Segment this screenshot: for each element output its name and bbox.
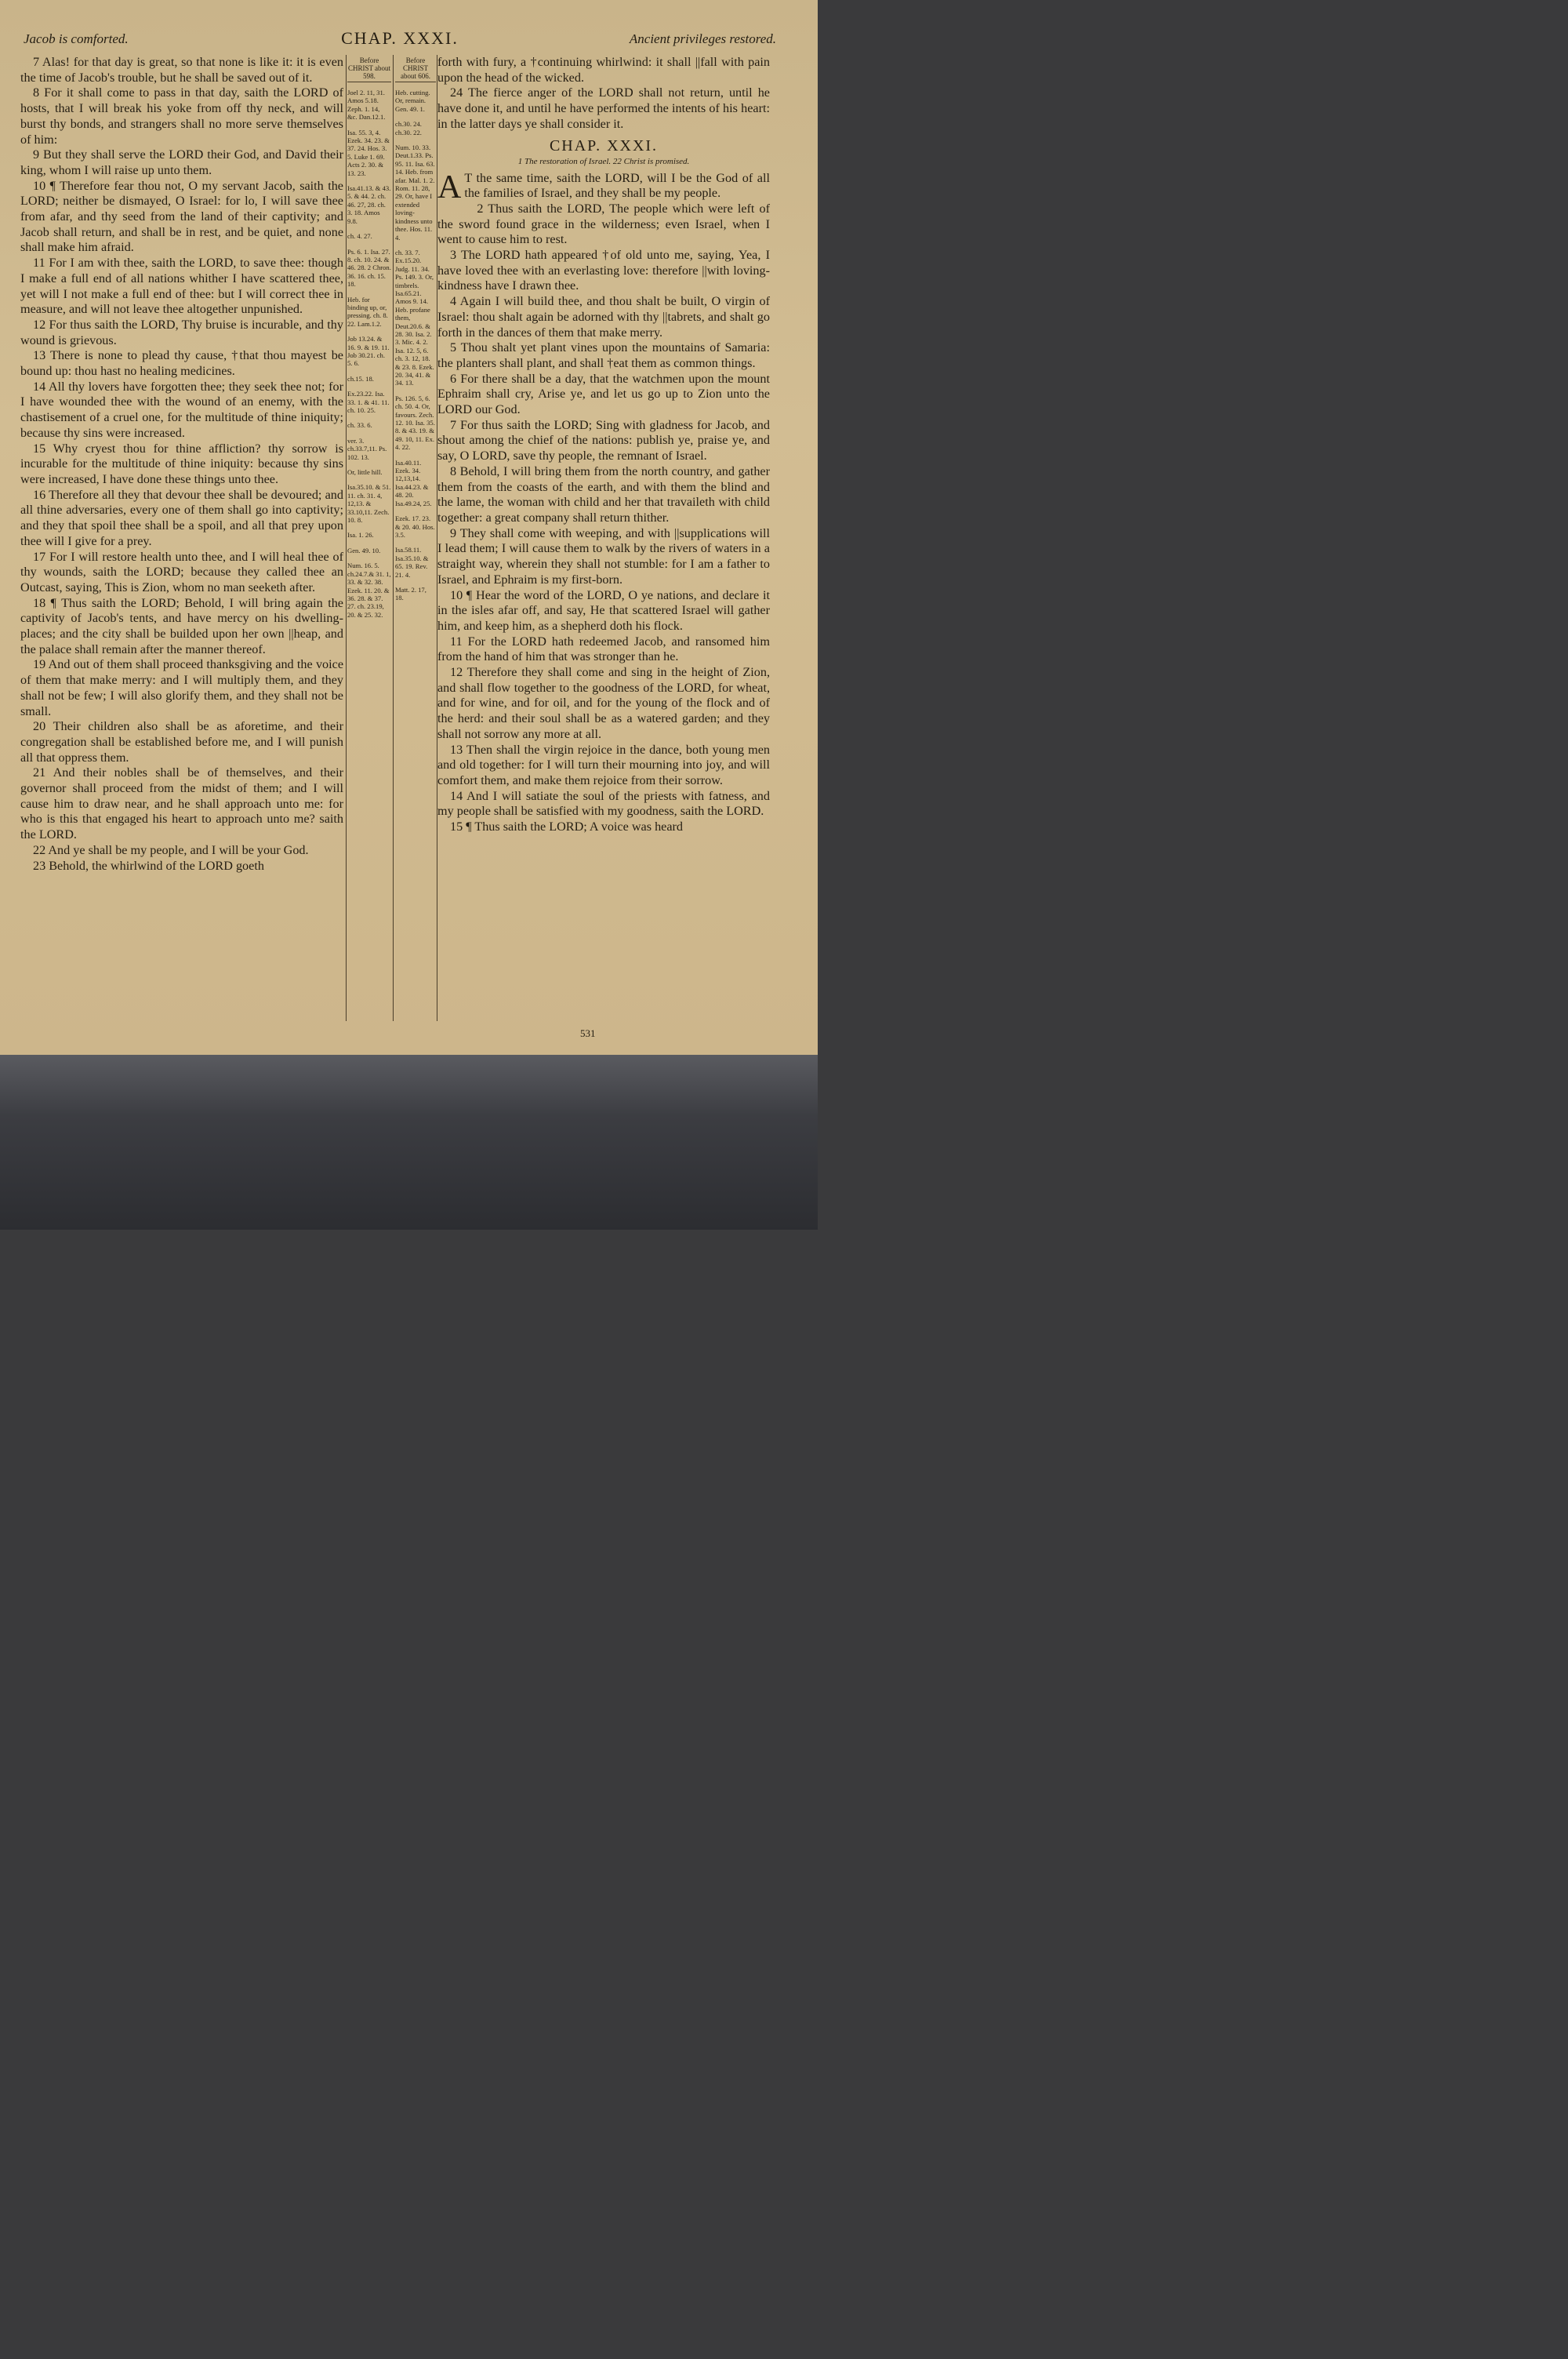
right-text-column	[437, 55, 770, 835]
background-surface	[0, 1055, 818, 1230]
marginal-note: Heb. for binding up, or, pressing. ch. 8. 22. Lam.1.2.	[347, 295, 388, 328]
verse: forth with fury, a †continuing whirlwind: it shall ||fall with pain upon the head of the wicked.	[437, 55, 770, 85]
running-head-chapter: CHAP. XXXI.	[341, 28, 459, 48]
running-head-left: Jacob is comforted.	[24, 31, 129, 46]
marginal-note: Num. 16. 5. ch.24.7.& 31. 1, 33. & 32. 38. Ezek. 11. 20. & 36. 28. & 37. 27. ch. 23.19, 20. & 25. 32.	[347, 562, 391, 619]
verse: 22 And ye shall be my people, and I will be your God.	[33, 842, 309, 857]
verse: 7 Alas! for that day is great, so that none is like it: it is even the time of Jacob's trouble, but he shall be saved out of it.	[20, 55, 343, 85]
verse: 24 The fierce anger of the LORD shall not return, until he have done it, and until he have performed the intents of his heart: in the latter days ye shall consider it.	[437, 85, 770, 131]
marginal-note: Ex.23.22. Isa. 33. 1. & 41. 11. ch. 10. 25.	[347, 390, 390, 414]
marginal-note: Num. 10. 33. Deut.1.33. Ps. 95. 11. Isa. 63. 14. Heb. from afar. Mal. 1. 2. Rom. 11. 28, 29. Or, have I extended loving-kindness unto thee. Hos. 11. 4.	[395, 144, 435, 242]
first-verse-text: T the same time, saith the LORD, will I be the God of all the families of Israel, and they shall be my people.	[464, 170, 770, 201]
column-rule	[346, 55, 347, 1021]
verse: 16 Therefore all they that devour thee shall be devoured; and all thine adversaries, every one of them shall go into captivity; and they that spoil thee shall be a spoil, and all that prey upon thee will I give for a prey.	[20, 487, 343, 548]
verse: 19 And out of them shall proceed thanksgiving and the voice of them that make merry: and I will multiply them, and they shall not be few; I will also glorify them, and they shall not be small.	[20, 657, 343, 718]
verse: 10 ¶ Hear the word of the LORD, O ye nations, and declare it in the isles afar off, and say, He that scattered Israel will gather him, and keep him, as a shepherd doth his flock.	[437, 587, 770, 633]
verse: 12 Therefore they shall come and sing in the height of Zion, and shall flow together to the goodness of the LORD, for wheat, and for wine, and for oil, and for the young of the flock and of the herd: and their soul shall be as a watered garden; and they shall not sorrow any more at all.	[437, 665, 770, 741]
marginal-note: Joel 2. 11, 31. Amos 5.18. Zeph. 1. 14, &c. Dan.12.1.	[347, 89, 386, 122]
verse: 4 Again I will build thee, and thou shalt be built, O virgin of Israel: thou shalt again be adorned with thy ||tabrets, and shalt go forth in the dances of them that make merry.	[437, 294, 770, 340]
marginal-note: Gen. 49. 10.	[347, 546, 381, 554]
first-verse	[437, 169, 770, 205]
running-head	[24, 28, 776, 52]
marginal-note: Isa. 1. 26.	[347, 531, 374, 540]
verse: 8 For it shall come to pass in that day, saith the LORD of hosts, that I will break his yoke from off thy neck, and will burst thy bonds, and strangers shall no more serve themselves of him:	[20, 85, 343, 147]
running-head-right: Ancient privileges restored.	[629, 31, 776, 46]
marginal-note: Or, little hill.	[347, 468, 383, 477]
verse: 18 ¶ Thus saith the LORD; Behold, I will bring again the captivity of Jacob's tents, and have mercy on his dwelling-places; and the city shall be builded upon her own ||heap, and the palace shall remain after the manner thereof.	[20, 595, 343, 656]
marginal-note: ch. 33. 6.	[347, 421, 372, 430]
verse: 7 For thus saith the LORD; Sing with gladness for Jacob, and shout among the chief of the nations: publish ye, praise ye, and say, O LORD, save thy people, the remnant of Israel.	[437, 417, 770, 463]
verse: 2 Thus saith the LORD, The people which were left of the sword found grace in the wilderness; even Israel, when I went to cause him to rest.	[437, 201, 770, 247]
marginal-note: ch. 33. 7. Ex.15.20. Judg. 11. 34. Ps. 149. 3. Or, timbrels. Isa.65.21. Amos 9. 14. Heb. profane them, Deut.20.6. & 28. 30. Isa. 2. 3. Mic. 4. 2. Isa. 12. 5, 6. ch. 3. 12, 18. & 23. 8. Ezek. 20. 34, 41. & 34. 13.	[395, 248, 434, 387]
before-christ-date: Before CHRIST about 598.	[347, 56, 391, 82]
marginal-note: Isa.35.10. & 51. 11. ch. 31. 4, 12,13. & 33.10,11. Zech. 10. 8.	[347, 483, 391, 525]
verse: 11 For I am with thee, saith the LORD, to save thee: though I make a full end of all nations whither I have scattered thee, yet will I not make a full end of thee: but I will correct thee in measure, and will not leave thee altogether unpunished.	[20, 256, 343, 317]
verse: 13 There is none to plead thy cause, †that thou mayest be bound up: thou hast no healing medicines.	[20, 348, 343, 379]
verse: 6 For there shall be a day, that the watchmen upon the mount Ephraim shall cry, Arise ye, and let us go up to Zion unto the LORD our God.	[437, 371, 770, 417]
verse: 10 ¶ Therefore fear thou not, O my servant Jacob, saith the LORD; neither be dismayed, O Israel: for lo, I will save thee from afar, and thy seed from the land of their captivity; and Jacob shall return, and shall be in rest, and be quiet, and none shall make him afraid.	[20, 178, 343, 255]
marginal-note: Ps. 6. 1. Isa. 27. 8. ch. 10. 24. & 46. 28. 2 Chron. 36. 16. ch. 15. 18.	[347, 247, 391, 289]
verse: 3 The LORD hath appeared †of old unto me, saying, Yea, I have loved thee with an everlasting love: therefore ||with loving-kindness have I drawn thee.	[437, 248, 770, 293]
marginal-note: Matt. 2. 17, 18.	[395, 585, 426, 602]
before-christ-date: Before CHRIST about 606.	[395, 56, 436, 82]
verse: 15 ¶ Thus saith the LORD; A voice was heard	[450, 820, 684, 834]
verse: 21 And their nobles shall be of themselves, and their governor shall proceed from the midst of them; and I will cause him to draw near, and he shall approach unto me: for who is this that engaged his heart to approach unto me? saith the LORD.	[20, 765, 343, 842]
verse: 14 All thy lovers have forgotten thee; they seek thee not; for I have wounded thee with the wound of an enemy, with the chastisement of a cruel one, for the multitude of thine iniquity; because thy sins were increased.	[20, 379, 343, 440]
verse: 11 For the LORD hath redeemed Jacob, and ransomed him from the hand of him that was stronger than he.	[437, 634, 770, 664]
marginal-note: Isa.40.11. Ezek. 34. 12,13,14. Isa.44.23. & 48. 20. Isa.49.24, 25.	[395, 458, 432, 507]
verse: 15 Why cryest thou for thine affliction? thy sorrow is incurable for the multitude of thine iniquity: because thy sins were increased, I have done these things unto thee.	[20, 441, 343, 486]
marginal-note: Ps. 126. 5, 6. ch. 50. 4. Or, favours. Zech. 12. 10. Isa. 35. 8. & 43. 19. & 49. 10, 11. Ex. 4. 22.	[395, 394, 435, 452]
column-rule	[393, 55, 394, 1021]
marginal-note: ch.15. 18.	[347, 374, 374, 383]
marginal-note: Isa.41.13. & 43. 5. & 44. 2. ch. 46. 27, 28. ch. 3. 18. Amos 9.8.	[347, 184, 391, 225]
chapter-heading: CHAP. XXXI.	[549, 136, 659, 154]
verse: 8 Behold, I will bring them from the north country, and gather them from the coasts of the earth, and with them the blind and the lame, the woman with child and her that travaileth with child together: a great company shall return thither.	[437, 463, 770, 525]
verse: 12 For thus saith the LORD, Thy bruise is incurable, and thy wound is grievous.	[20, 317, 343, 347]
marginal-note: Job 13.24. & 16. 9. & 19. 11. Job 30.21. ch. 5. 6.	[347, 335, 390, 368]
verse: 23 Behold, the whirlwind of the LORD goeth	[33, 858, 264, 873]
verse: 9 But they shall serve the LORD their God, and David their king, whom I will raise up unto them.	[20, 147, 343, 177]
page-number: 531	[580, 1027, 596, 1039]
verse: 17 For I will restore health unto thee, and I will heal thee of thy wounds, saith the LORD; because they called thee an Outcast, saying, This is Zion, whom no man seeketh after.	[20, 549, 343, 594]
verse: 5 Thou shalt yet plant vines upon the mountains of Samaria: the planters shall plant, and shall †eat them as common things.	[437, 340, 770, 370]
marginal-note: ch. 4. 27.	[347, 232, 372, 241]
left-text-column	[20, 55, 343, 874]
verse: 20 Their children also shall be as aforetime, and their congregation shall be established before me, and I will punish all that oppress them.	[20, 719, 343, 765]
marginal-note: Isa. 55. 3, 4. Ezek. 34. 23. & 37. 24. Hos. 3. 5. Luke 1. 69. Acts 2. 30. & 13. 23.	[347, 128, 390, 177]
marginal-note: Heb. cutting. Or, remain. Gen. 49. 1.	[395, 89, 430, 113]
chapter-summary: 1 The restoration of Israel. 22 Christ is promised.	[517, 156, 690, 166]
marginal-references-b	[395, 56, 436, 609]
marginal-note: ch.30. 24. ch.30. 22.	[395, 120, 422, 136]
verse: 13 Then shall the virgin rejoice in the dance, both young men and old together: for I will turn their mourning into joy, and will comfort them, and make them rejoice from their sorrow.	[437, 742, 770, 787]
marginal-note: Ezek. 17. 23. & 20. 40. Hos. 3.5.	[395, 514, 435, 539]
drop-cap: A	[437, 169, 462, 205]
verse: 9 They shall come with weeping, and with ||supplications will I lead them; I will cause them to walk by the rivers of waters in a straight way, wherein they shall not stumble: for I am a father to Israel, and Ephraim is my first-born.	[437, 525, 770, 587]
verse: 14 And I will satiate the soul of the priests with fatness, and my people shall be satisfied with my goodness, saith the LORD.	[437, 788, 770, 819]
marginal-note: ver. 3. ch.33.7,11. Ps. 102. 13.	[347, 436, 387, 461]
bible-page	[0, 0, 818, 1055]
marginal-references-a	[347, 56, 391, 626]
marginal-note: Isa.58.11. Isa.35.10. & 65. 19. Rev. 21. 4.	[395, 546, 429, 579]
